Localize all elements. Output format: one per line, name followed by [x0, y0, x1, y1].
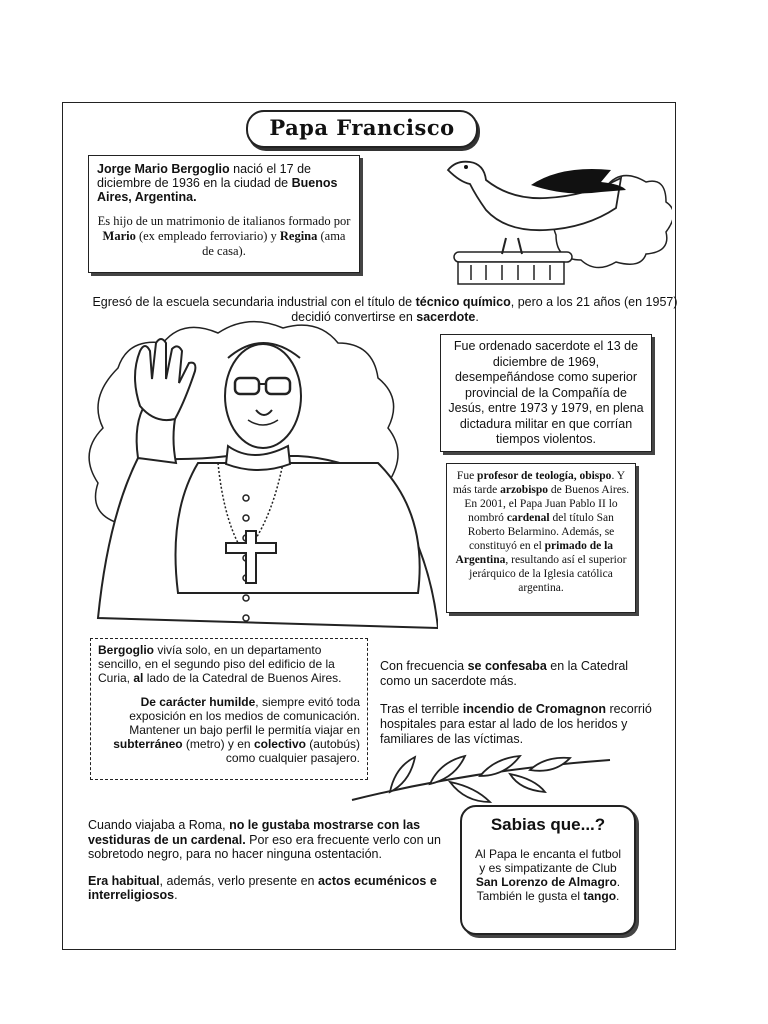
vivia-box — [90, 638, 368, 780]
sabias-heading: Sabias que...? — [490, 815, 606, 834]
cromagnon-text: Tras el terrible incendio de Cromagnon recorrió hospitales para estar al lado de los heridos y familiares de las víctimas. — [380, 702, 652, 746]
intro-place: Buenos Aires, Argentina. — [97, 176, 338, 204]
ordenado-box — [440, 334, 652, 452]
roma-text: Cuando viajaba a Roma, no le gustaba mostrarse con las vestiduras de un cardenal. Por eso era frecuente verlo con un sobretodo negro, para no hacer ninguna ostentación. Era habitual, además, verlo presente en actos ecuménicos e interreligiosos. — [88, 818, 441, 902]
pope-illustration — [78, 318, 438, 640]
vivia-text: Bergoglio vivía solo, en un departamento sencillo, en el segundo piso del edificio de la Curia, al lado de la Catedral de Buenos Aires. — [98, 643, 342, 685]
intro-box — [88, 155, 360, 273]
sabias-text: Al Papa le encanta el futbol y es simpatizante de Club San Lorenzo de Almagro. También le gusta el tango. — [474, 847, 622, 903]
dove-illustration — [436, 140, 672, 290]
profesor-box: Fue profesor de teología, obispo. Y más tarde arzobispo de Buenos Aires. En 2001, el Papa Juan Pablo II lo nombró cardenal del título San Roberto Belarmino. Además, se constituyó en el primado de la Argentina, resultando así el superior jerárquico de la Iglesia católica argentina. — [446, 463, 636, 613]
page-title: Papa Francisco — [246, 110, 478, 148]
sabias-box — [460, 805, 636, 935]
confesaba-text: Con frecuencia se confesaba en la Catedral como un sacerdote más. — [380, 659, 629, 688]
humilde-text: De carácter humilde, siempre evitó toda exposición en los medios de comunicación. Mantener un bajo perfil le permitía viajar en subterráneo (metro) y en colectivo (autobús) como cualquier pasajero. — [113, 695, 360, 765]
intro-birth-text: Jorge Mario Bergoglio nació el 17 de diciembre de 1936 en la ciudad de Buenos Aires, Argentina. — [97, 162, 338, 204]
olive-branch-illustration — [350, 752, 615, 806]
intro-name: Jorge Mario Bergoglio — [97, 162, 230, 176]
egreso-text: Egresó de la escuela secundaria industrial con el título de técnico químico, pero a los 21 años (en 1957) decidió convertirse en sacerdote. — [92, 295, 678, 324]
intro-parents-text: Es hijo de un matrimonio de italianos formado por Mario (ex empleado ferroviario) y Regina (ama de casa). — [97, 214, 351, 258]
ordenado-text: Fue ordenado sacerdote el 13 de diciembre de 1969, desempeñándose como superior provincial de la Compañía de Jesús, entre 1973 y 1979, en plena dictadura militar en que corrían tiempos violentos. — [448, 339, 644, 446]
